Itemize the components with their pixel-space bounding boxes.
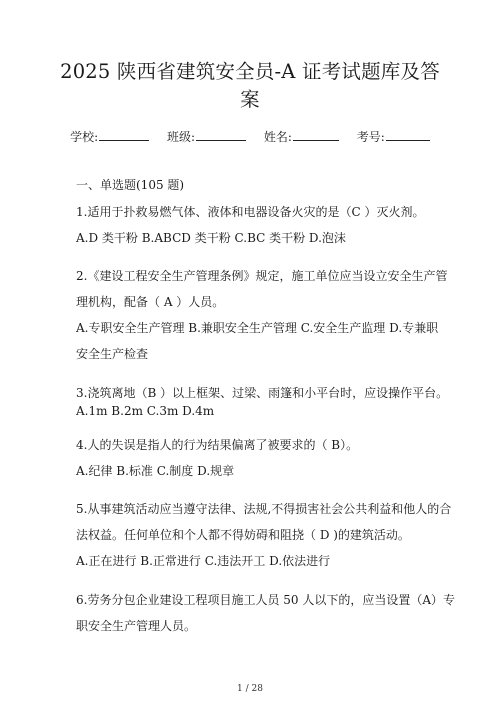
class-label: 班级: — [167, 130, 196, 144]
question-2-stem-line-1: 2.《建设工程安全生产管理条例》规定，施工单位应当设立安全生产管 — [76, 269, 448, 283]
document-title — [60, 58, 440, 114]
name-blank[interactable] — [293, 128, 339, 141]
class-blank[interactable] — [196, 128, 246, 141]
question-5-stem-line-1: 5.从事建筑活动应当遵守法律、法规,不得损害社会公共利益和他人的合 — [76, 502, 452, 516]
question-1-options: A.D 类干粉 B.ABCD 类干粉 C.BC 类干粉 D.泡沫 — [76, 231, 346, 245]
exam-no-label: 考号: — [356, 130, 385, 144]
question-3-options: A.1m B.2m C.3m D.4m — [76, 404, 215, 418]
question-4-stem: 4.人的失误是指人的行为结果偏离了被要求的（ B）。 — [76, 438, 359, 452]
student-info-fields — [0, 128, 500, 145]
name-label: 姓名: — [263, 130, 292, 144]
question-5-stem-line-2: 法权益。任何单位和个人都不得妨碍和阻挠（ D )的建筑活动。 — [76, 528, 410, 542]
question-1-stem: 1.适用于扑救易燃气体、液体和电器设备火灾的是（C ）灭火剂。 — [76, 205, 425, 219]
question-2-options-line-1: A.专职安全生产管理 B.兼职安全生产管理 C.安全生产监理 D.专兼职 — [76, 321, 439, 335]
question-5-options: A.正在进行 B.正常进行 C.违法开工 D.依法进行 — [76, 554, 331, 568]
question-4-options: A.纪律 B.标准 C.制度 D.规章 — [76, 464, 235, 478]
section-heading: 一、单选题(105 题) — [76, 178, 185, 192]
question-2-options-line-2: 安全生产检查 — [76, 347, 149, 361]
page-number: 1 / 28 — [237, 684, 263, 694]
question-6-stem-line-1: 6.劳务分包企业建设工程项目施工人员 50 人以下的，应当设置（A）专 — [76, 593, 456, 607]
school-label: 学校: — [70, 130, 99, 144]
question-2-stem-line-2: 理机构，配备（ A ）人员。 — [76, 295, 225, 309]
title-line-2: 案 — [240, 88, 260, 111]
school-blank[interactable] — [99, 128, 149, 141]
title-line-1: 2025 陕西省建筑安全员-A 证考试题库及答 — [60, 60, 440, 83]
exam-no-blank[interactable] — [386, 128, 430, 141]
question-6-stem-line-2: 职安全生产管理人员。 — [76, 619, 197, 633]
question-3-stem: 3.浇筑离地（B ）以上框架、过梁、雨篷和小平台时，应设操作平台。 — [76, 386, 449, 400]
